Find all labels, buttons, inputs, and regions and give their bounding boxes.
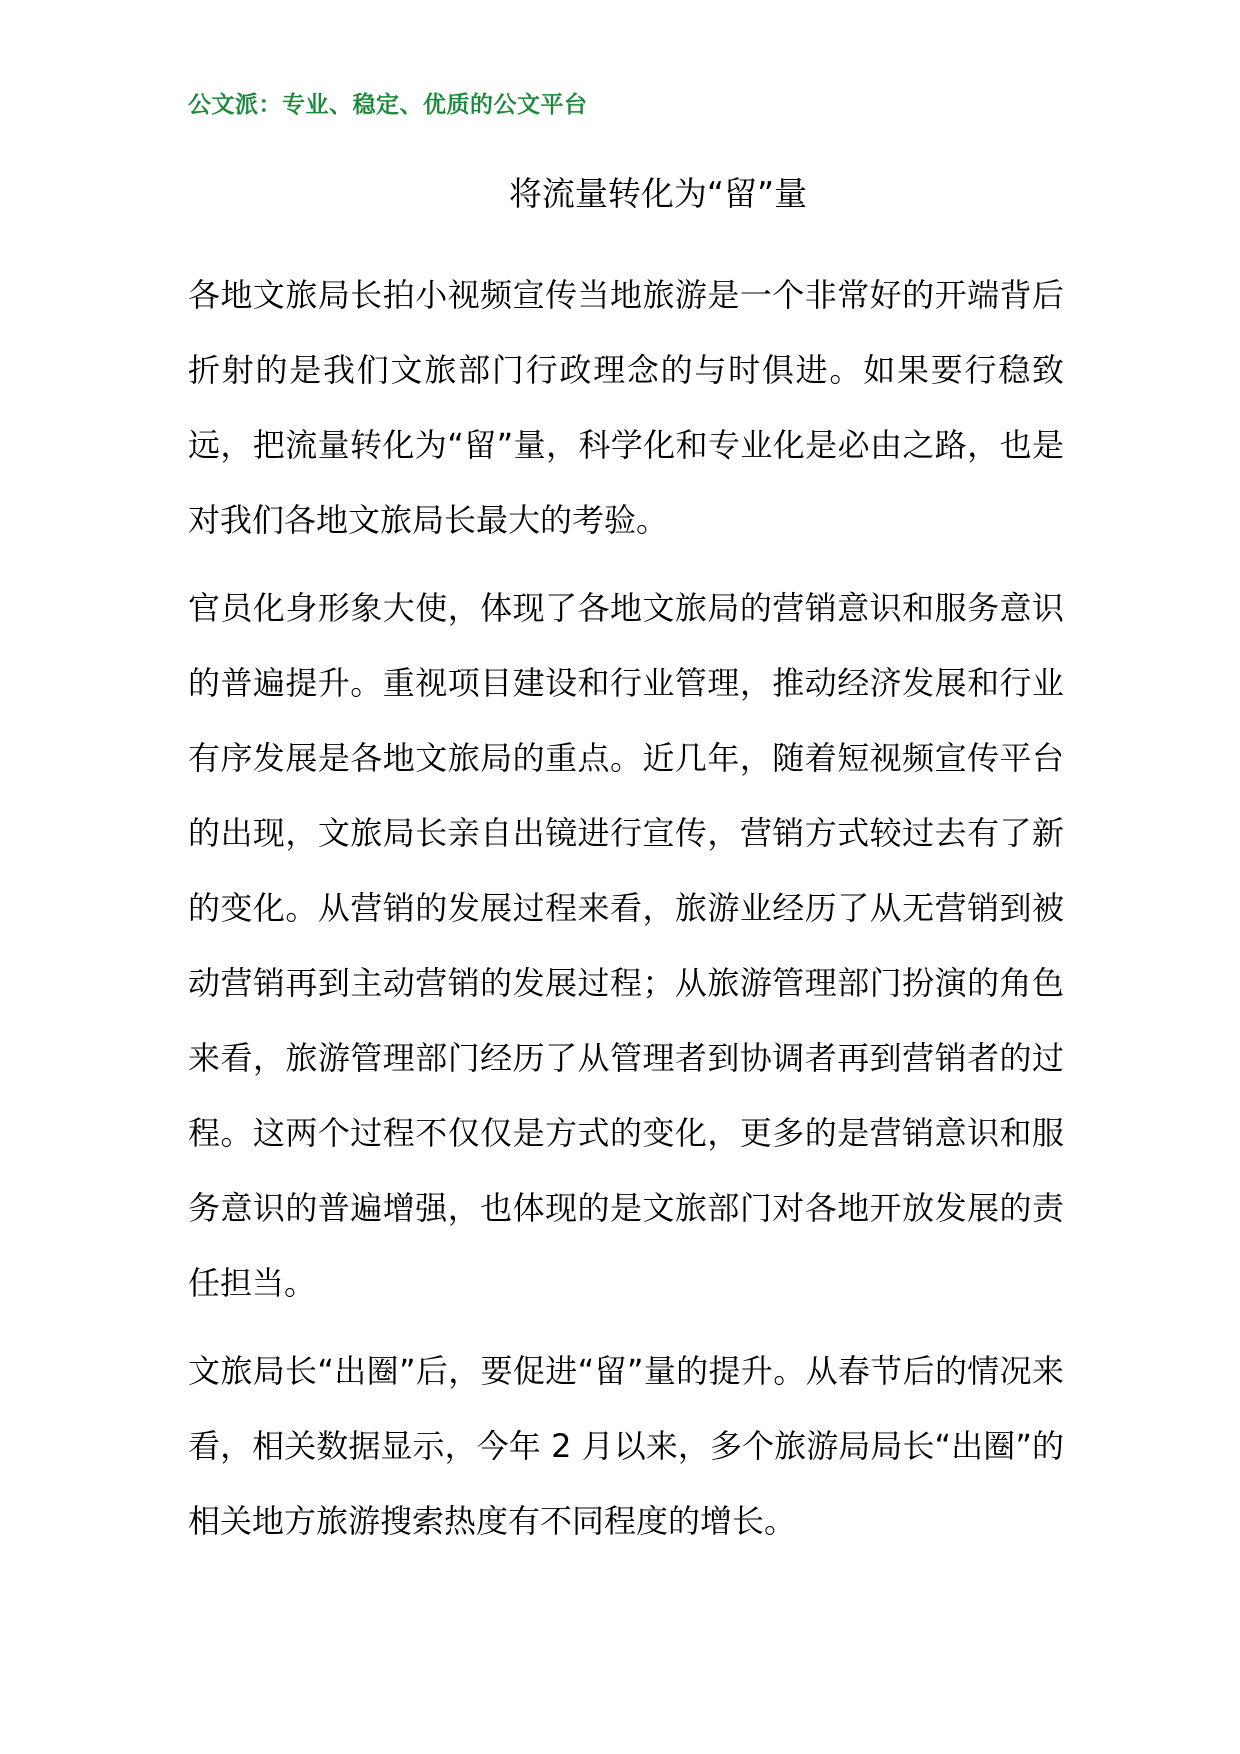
article-title: 将流量转化为“留”量 — [508, 174, 808, 213]
site-header: 公文派：专业、稳定、优质的公文平台 — [188, 92, 588, 118]
paragraph-2: 官员化身形象大使，体现了各地文旅局的营销意识和服务意识的普遍提升。重视项目建设和行业管理，推动经济发展和行业有序发展是各地文旅局的重点。近几年，随着短视频宣传平台的出现，文旅局长亲自出镜进行宣传，营销方式较过去有了新的变化。从营销的发展过程来看，旅游业经历了从无营销到被动营销再到主动营销的发展过程；从旅游管理部门扮演的角色来看，旅游管理部门经历了从管理者到协调者再到营销者的过程。这两个过程不仅仅是方式的变化，更多的是营销意识和服务意识的普遍增强，也体现的是文旅部门对各地开放发展的责任担当。 — [188, 589, 1064, 1302]
article-body — [188, 258, 1064, 1572]
paragraph-3: 文旅局长“出圈”后，要促进“留”量的提升。从春节后的情况来看，相关数据显示，今年 2 月以来，多个旅游局局长“出圈”的相关地方旅游搜索热度有不同程度的增长。 — [188, 1352, 1064, 1540]
paragraph-1: 各地文旅局长拍小视频宣传当地旅游是一个非常好的开端背后折射的是我们文旅部门行政理念的与时俱进。如果要行稳致远，把流量转化为“留”量，科学化和专业化是必由之路，也是对我们各地文旅局长最大的考验。 — [188, 276, 1064, 539]
